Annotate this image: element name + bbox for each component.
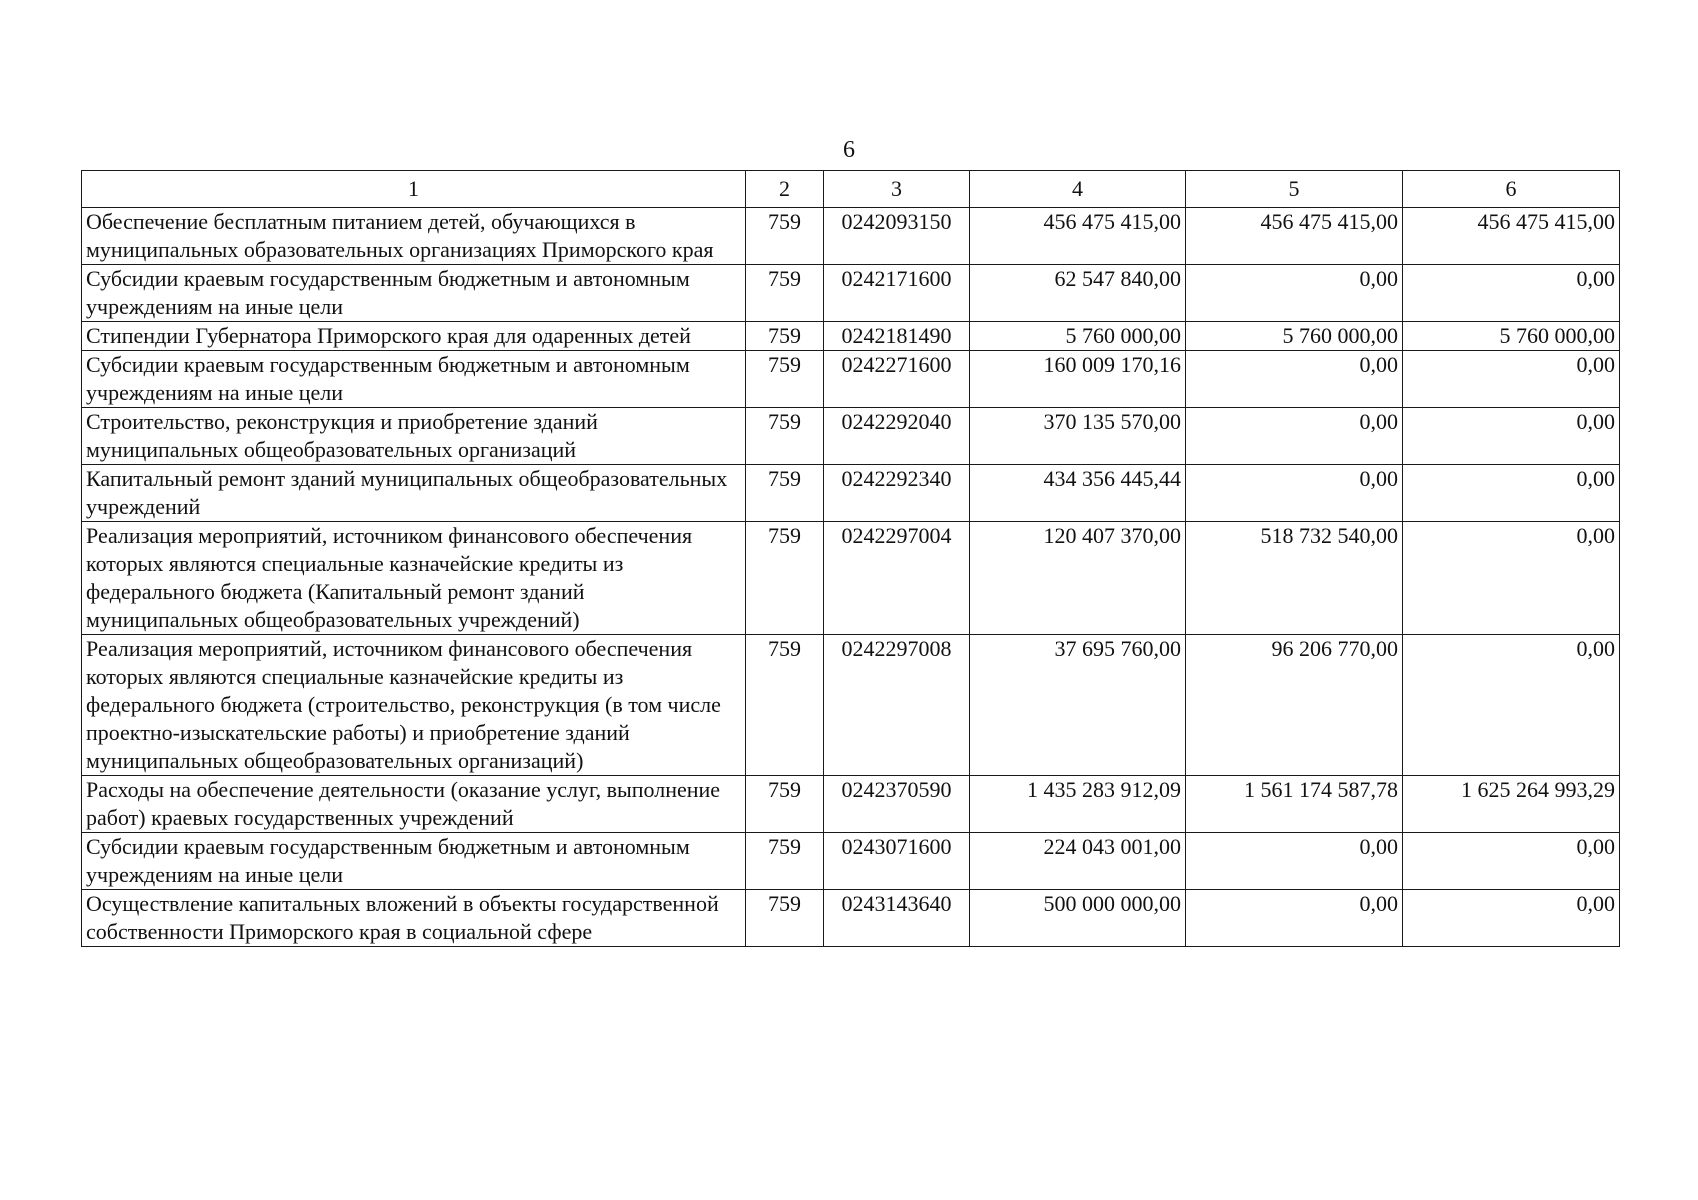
row-description: Субсидии краевым государственным бюджетным и автономным учреждениям на иные цели — [82, 833, 746, 890]
row-grbs-code: 759 — [746, 890, 824, 947]
table-header — [82, 171, 1620, 208]
row-grbs-code: 759 — [746, 635, 824, 776]
row-description: Строительство, реконструкция и приобретение зданий муниципальных общеобразовательных организаций — [82, 408, 746, 465]
page-number: 6 — [843, 137, 855, 163]
row-amount-year-1: 62 547 840,00 — [970, 265, 1186, 322]
row-amount-year-1: 5 760 000,00 — [970, 322, 1186, 351]
row-amount-year-1: 37 695 760,00 — [970, 635, 1186, 776]
row-amount-year-1: 434 356 445,44 — [970, 465, 1186, 522]
row-amount-year-2: 456 475 415,00 — [1186, 208, 1403, 265]
row-target-code: 0242292340 — [824, 465, 970, 522]
column-header-6: 6 — [1403, 171, 1620, 208]
row-target-code: 0242370590 — [824, 776, 970, 833]
row-amount-year-2: 0,00 — [1186, 465, 1403, 522]
row-amount-year-1: 224 043 001,00 — [970, 833, 1186, 890]
table-row — [82, 833, 1620, 890]
row-target-code: 0243071600 — [824, 833, 970, 890]
row-grbs-code: 759 — [746, 776, 824, 833]
column-header-5: 5 — [1186, 171, 1403, 208]
row-amount-year-2: 0,00 — [1186, 833, 1403, 890]
row-target-code: 0242297004 — [824, 522, 970, 635]
row-amount-year-3: 0,00 — [1403, 635, 1620, 776]
row-amount-year-3: 456 475 415,00 — [1403, 208, 1620, 265]
row-amount-year-2: 0,00 — [1186, 265, 1403, 322]
row-grbs-code: 759 — [746, 208, 824, 265]
row-amount-year-3: 0,00 — [1403, 408, 1620, 465]
row-description: Субсидии краевым государственным бюджетным и автономным учреждениям на иные цели — [82, 351, 746, 408]
row-grbs-code: 759 — [746, 408, 824, 465]
row-description: Осуществление капитальных вложений в объекты государственной собственности Приморского края в социальной сфере — [82, 890, 746, 947]
row-grbs-code: 759 — [746, 465, 824, 522]
row-target-code: 0242171600 — [824, 265, 970, 322]
row-amount-year-2: 0,00 — [1186, 351, 1403, 408]
table-row — [82, 265, 1620, 322]
table-row — [82, 208, 1620, 265]
table-row — [82, 635, 1620, 776]
row-description: Реализация мероприятий, источником финансового обеспечения которых являются специальные казначейские кредиты из федерального бюджета (Капитальный ремонт зданий муниципальных общеобразовательных учреждений) — [82, 522, 746, 635]
row-grbs-code: 759 — [746, 351, 824, 408]
table-row — [82, 890, 1620, 947]
row-amount-year-3: 0,00 — [1403, 351, 1620, 408]
row-grbs-code: 759 — [746, 322, 824, 351]
row-target-code: 0242181490 — [824, 322, 970, 351]
row-description: Реализация мероприятий, источником финансового обеспечения которых являются специальные казначейские кредиты из федерального бюджета (строительство, реконструкция (в том числе проектно-изыскательские работы) и приобретение зданий муниципальных общеобразовательных организаций) — [82, 635, 746, 776]
row-grbs-code: 759 — [746, 833, 824, 890]
row-amount-year-2: 1 561 174 587,78 — [1186, 776, 1403, 833]
table-row — [82, 522, 1620, 635]
row-description: Обеспечение бесплатным питанием детей, обучающихся в муниципальных образовательных организациях Приморского края — [82, 208, 746, 265]
table-row — [82, 322, 1620, 351]
row-amount-year-1: 120 407 370,00 — [970, 522, 1186, 635]
row-amount-year-1: 160 009 170,16 — [970, 351, 1186, 408]
column-header-3: 3 — [824, 171, 970, 208]
row-amount-year-2: 5 760 000,00 — [1186, 322, 1403, 351]
row-amount-year-2: 96 206 770,00 — [1186, 635, 1403, 776]
table-row — [82, 408, 1620, 465]
row-description: Стипендии Губернатора Приморского края для одаренных детей — [82, 322, 746, 351]
row-amount-year-2: 0,00 — [1186, 890, 1403, 947]
table-row — [82, 776, 1620, 833]
row-description: Расходы на обеспечение деятельности (оказание услуг, выполнение работ) краевых государственных учреждений — [82, 776, 746, 833]
table-row — [82, 351, 1620, 408]
row-description: Капитальный ремонт зданий муниципальных общеобразовательных учреждений — [82, 465, 746, 522]
row-amount-year-3: 0,00 — [1403, 522, 1620, 635]
row-target-code: 0242292040 — [824, 408, 970, 465]
row-amount-year-1: 1 435 283 912,09 — [970, 776, 1186, 833]
row-amount-year-3: 0,00 — [1403, 890, 1620, 947]
row-description: Субсидии краевым государственным бюджетным и автономным учреждениям на иные цели — [82, 265, 746, 322]
row-amount-year-1: 370 135 570,00 — [970, 408, 1186, 465]
row-amount-year-2: 518 732 540,00 — [1186, 522, 1403, 635]
row-target-code: 0242297008 — [824, 635, 970, 776]
row-grbs-code: 759 — [746, 522, 824, 635]
row-amount-year-2: 0,00 — [1186, 408, 1403, 465]
row-amount-year-1: 456 475 415,00 — [970, 208, 1186, 265]
header-row — [82, 171, 1620, 208]
row-grbs-code: 759 — [746, 265, 824, 322]
table-row — [82, 465, 1620, 522]
row-amount-year-3: 0,00 — [1403, 465, 1620, 522]
row-amount-year-3: 0,00 — [1403, 833, 1620, 890]
column-header-1: 1 — [82, 171, 746, 208]
row-target-code: 0243143640 — [824, 890, 970, 947]
row-target-code: 0242271600 — [824, 351, 970, 408]
row-amount-year-3: 0,00 — [1403, 265, 1620, 322]
column-header-4: 4 — [970, 171, 1186, 208]
row-target-code: 0242093150 — [824, 208, 970, 265]
budget-table — [81, 170, 1620, 947]
table-body — [82, 208, 1620, 947]
row-amount-year-3: 1 625 264 993,29 — [1403, 776, 1620, 833]
row-amount-year-1: 500 000 000,00 — [970, 890, 1186, 947]
row-amount-year-3: 5 760 000,00 — [1403, 322, 1620, 351]
column-header-2: 2 — [746, 171, 824, 208]
